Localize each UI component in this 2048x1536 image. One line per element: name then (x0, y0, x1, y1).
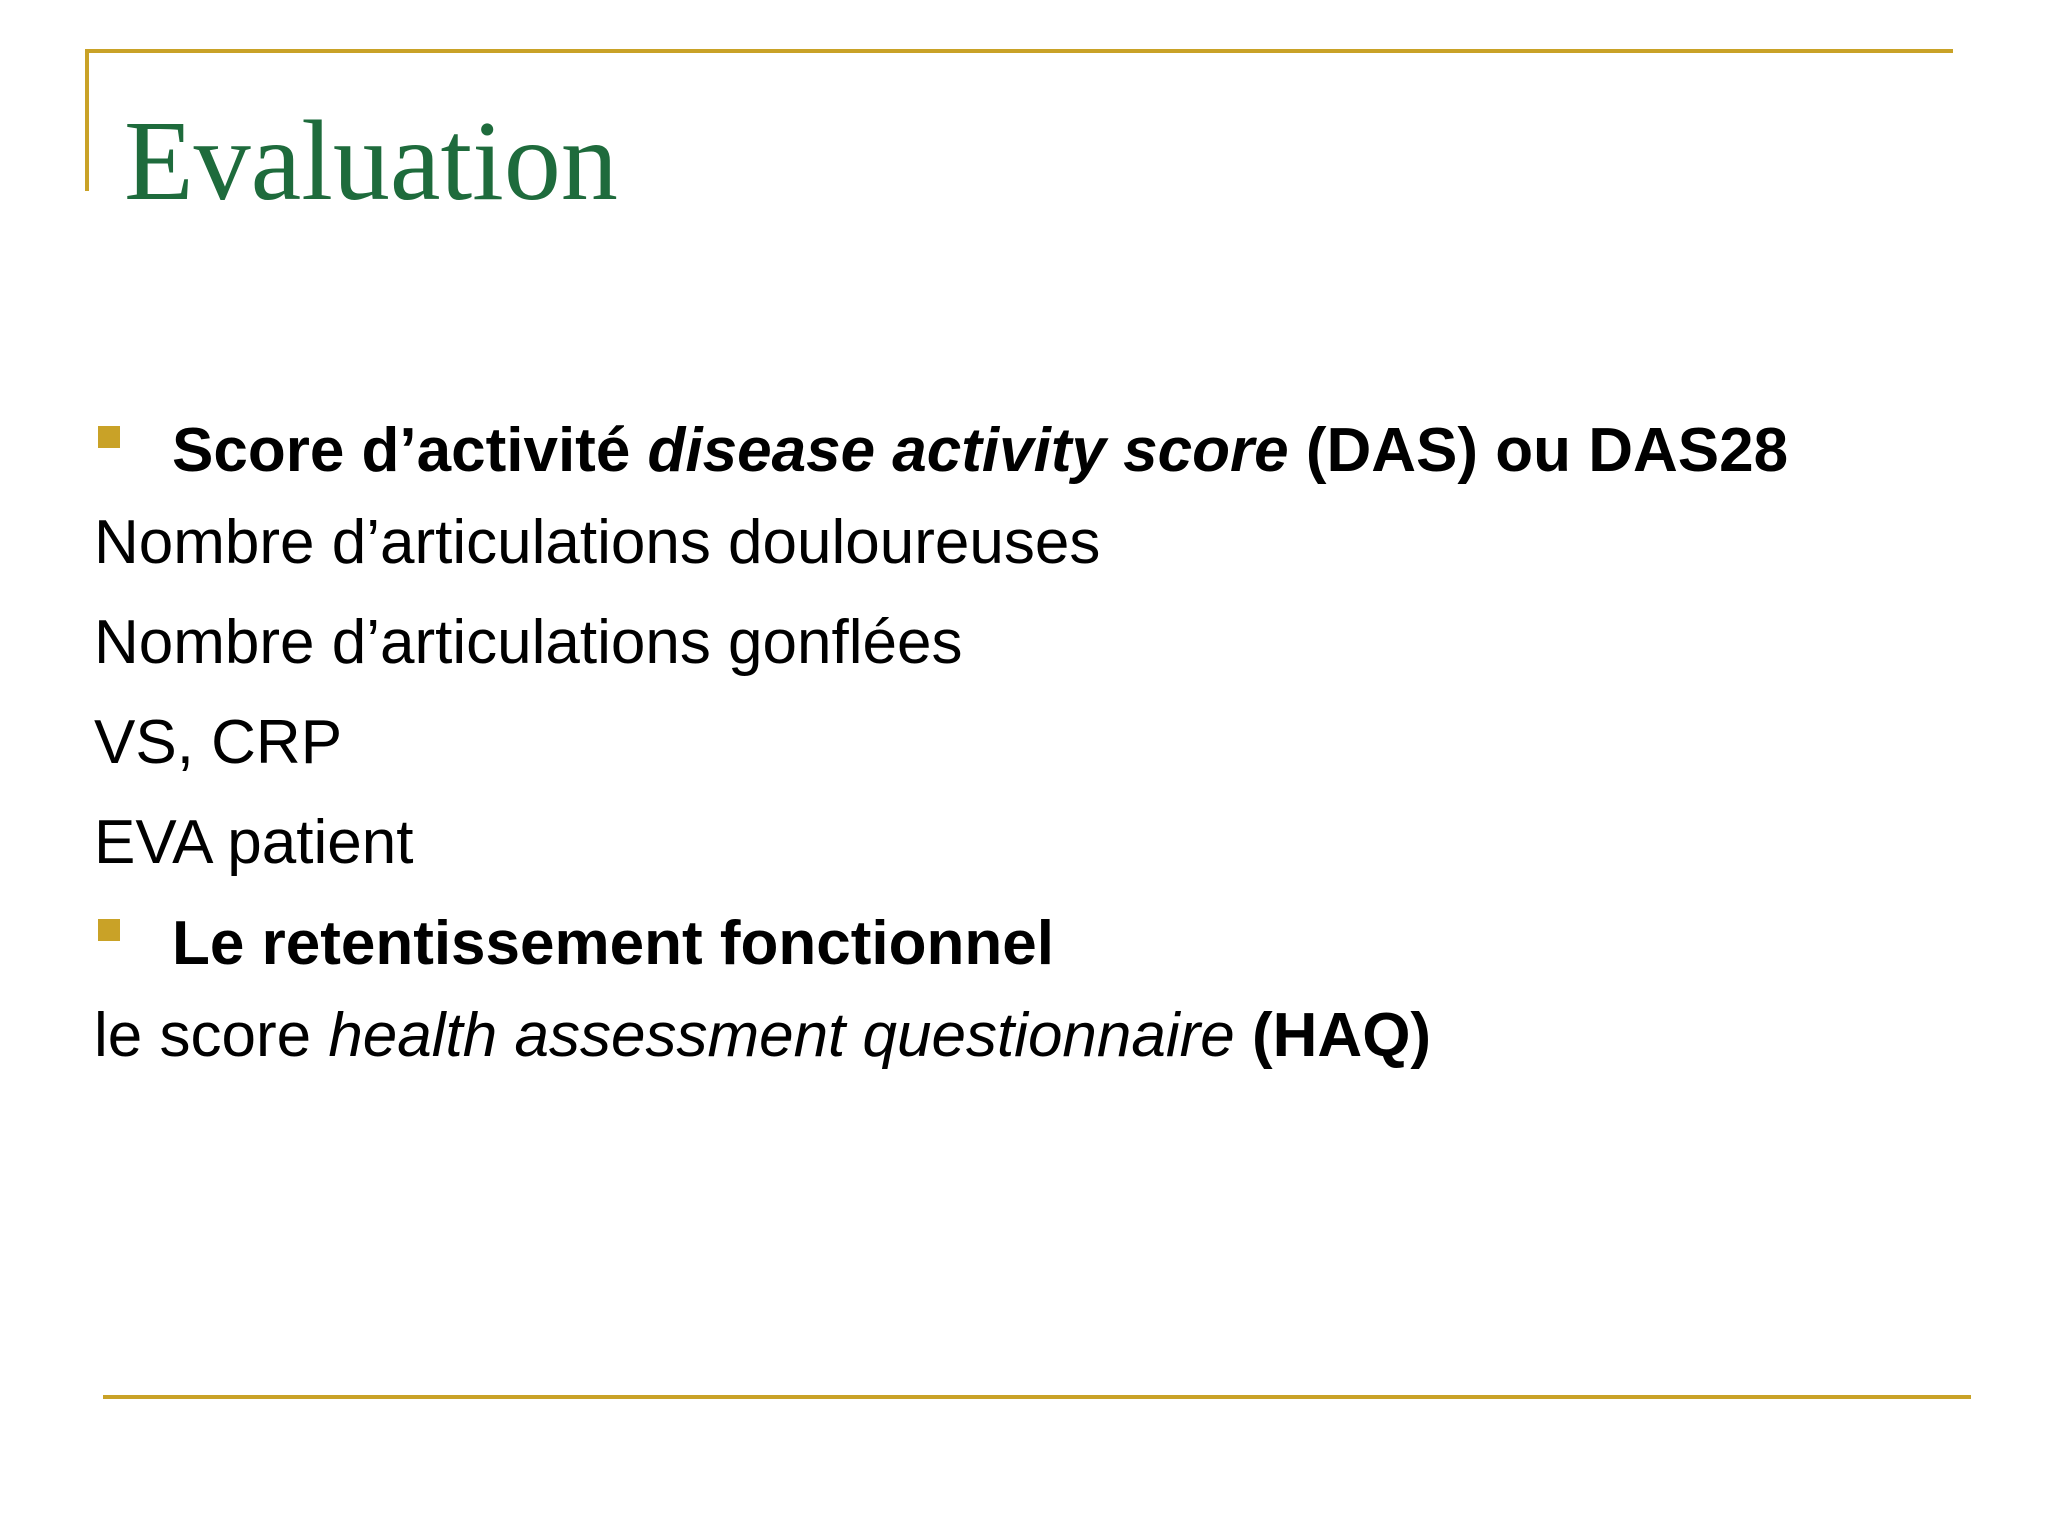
frame-left-rule (85, 49, 89, 191)
frame-bottom-rule (103, 1395, 1971, 1399)
das-label-suffix: (DAS) ou DAS28 (1288, 416, 1789, 485)
slide-content (94, 408, 1954, 1086)
item-eva-patient: EVA patient (94, 808, 414, 877)
item-vs-crp: VS, CRP (94, 708, 343, 777)
bullet-das-score (94, 408, 1954, 493)
frame-top-rule (85, 49, 1953, 53)
item-haq-score (94, 986, 1954, 1086)
haq-abbrev: (HAQ) (1234, 1001, 1432, 1070)
functional-impact-text: Le retentissement fonctionnel (172, 909, 1054, 978)
item-painful-joints: Nombre d’articulations douloureuses (94, 508, 1101, 577)
haq-prefix: le score (94, 1001, 329, 1070)
bullet-functional-impact (94, 901, 1954, 986)
square-bullet-icon (98, 919, 120, 941)
haq-italic: health assessment questionnaire (328, 1001, 1235, 1070)
das-label-italic: disease activity score (647, 416, 1289, 485)
item-swollen-joints: Nombre d’articulations gonflées (94, 608, 963, 677)
das-label-text: Score d’activité (172, 416, 648, 485)
slide-title: Evaluation (124, 97, 618, 224)
square-bullet-icon (98, 426, 120, 448)
